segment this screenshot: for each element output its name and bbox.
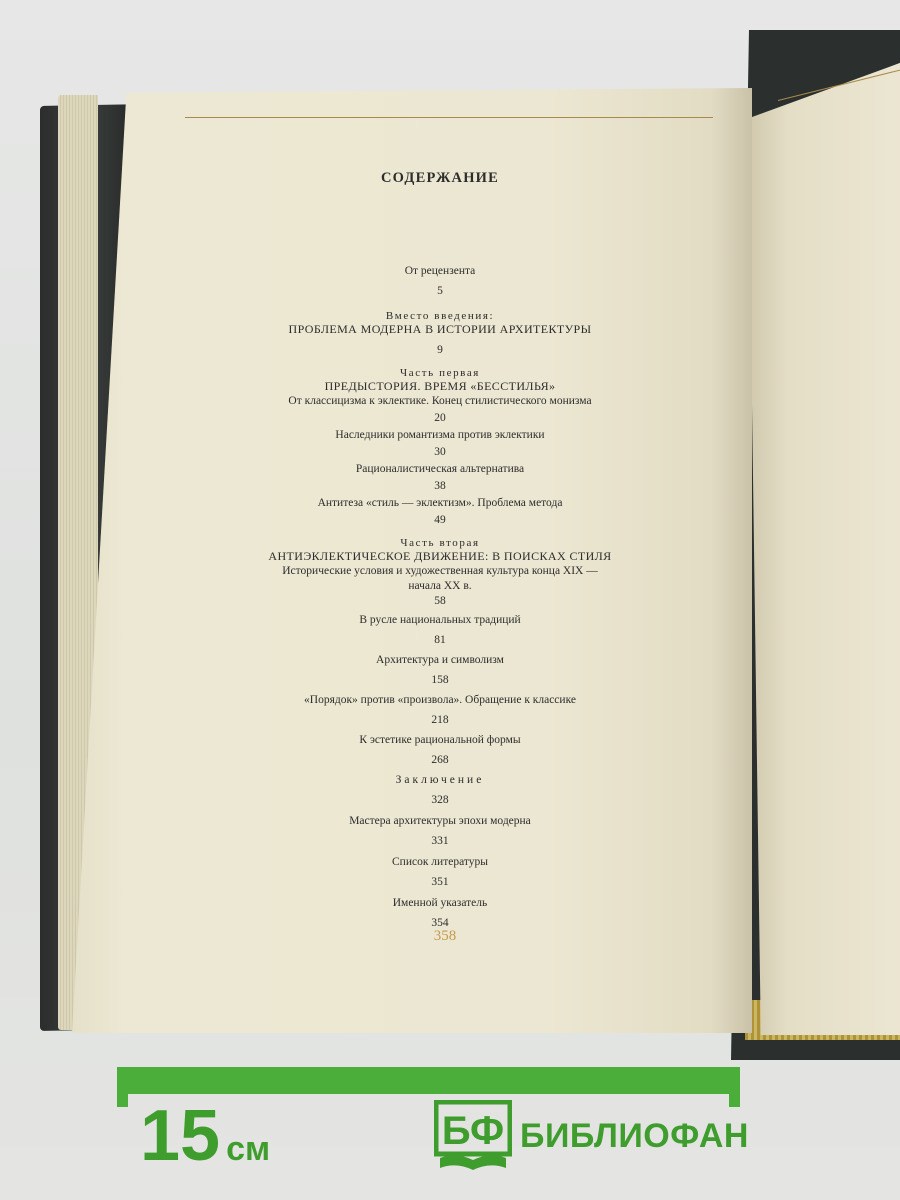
part-title: ПРЕДЫСТОРИЯ. ВРЕМЯ «БЕССТИЛЬЯ»	[324, 379, 556, 393]
entry-label: От классицизма к эклектике. Конец стилистического монизма	[288, 395, 592, 407]
right-page	[748, 60, 900, 1035]
toc-entry	[185, 427, 695, 461]
entry-label: В русле национальных традиций	[359, 614, 521, 626]
ruler-bar	[117, 1067, 740, 1094]
entry-page: 38	[434, 480, 446, 492]
toc-entry	[185, 895, 695, 932]
size-number: 15	[140, 1096, 221, 1176]
entry-label: Наследники романтизма против эклектики	[335, 429, 545, 441]
entry-page: 158	[431, 674, 449, 686]
entry-page: 5	[437, 285, 443, 297]
part-kicker: Часть вторая	[400, 537, 480, 549]
page-number: 358	[433, 928, 457, 944]
toc-entry	[185, 732, 695, 769]
toc-title: СОДЕРЖАНИЕ	[380, 170, 500, 186]
entry-label: От рецензента	[404, 265, 476, 277]
size-label	[140, 1096, 270, 1176]
toc-entry	[185, 495, 695, 529]
toc-entry	[185, 652, 695, 689]
part-title: АНТИЭКЛЕКТИЧЕСКОЕ ДВИЖЕНИЕ: В ПОИСКАХ СТИЛЯ	[268, 549, 612, 563]
open-book-icon	[434, 1100, 512, 1172]
logo-text: БИБЛИОФАН	[520, 1116, 749, 1155]
entry-label-line-2: начала XX в.	[408, 580, 472, 592]
entry-page: 9	[437, 344, 443, 356]
toc-entry	[185, 813, 695, 850]
entry-label: К эстетике рациональной формы	[359, 734, 521, 746]
entry-page: 268	[431, 754, 449, 766]
logo-mark-text: БФ	[441, 1109, 505, 1153]
entry-kicker: Вместо введения:	[385, 310, 495, 322]
entry-page: 49	[434, 514, 446, 526]
entry-page: 351	[431, 876, 449, 888]
toc-part-2	[185, 537, 695, 769]
entry-page: 81	[434, 634, 446, 646]
entry-page: 58	[434, 595, 446, 607]
toc-entry-recenzent	[185, 263, 695, 300]
entry-page: 331	[431, 835, 449, 847]
bibliofan-logo	[434, 1100, 749, 1172]
entry-label: Мастера архитектуры эпохи модерна	[349, 815, 531, 827]
entry-page: 20	[434, 412, 446, 424]
toc-entry-conclusion	[185, 772, 695, 809]
table-of-contents	[185, 170, 695, 932]
entry-page: 328	[431, 794, 449, 806]
entry-label: Рационалистическая альтернатива	[355, 463, 525, 475]
toc-entry	[185, 854, 695, 891]
entry-label: Заключение	[395, 774, 485, 786]
entry-label-line-1: Исторические условия и художественная культура конца XIX —	[282, 565, 598, 577]
entry-page: 30	[434, 446, 446, 458]
ruler-tick-left	[117, 1067, 128, 1107]
part-kicker: Часть первая	[400, 367, 480, 379]
toc-entry	[185, 612, 695, 649]
entry-label: «Порядок» против «произвола». Обращение к классике	[304, 694, 576, 706]
entry-label: Список литературы	[392, 856, 488, 868]
entry-page: 218	[431, 714, 449, 726]
entry-page: 354	[431, 917, 449, 929]
toc-entry	[185, 393, 695, 427]
entry-title: ПРОБЛЕМА МОДЕРНА В ИСТОРИИ АРХИТЕКТУРЫ	[288, 322, 592, 336]
entry-label: Архитектура и символизм	[376, 654, 504, 666]
size-unit: см	[226, 1130, 271, 1168]
toc-entry-intro	[185, 310, 695, 359]
toc-entry	[185, 692, 695, 729]
entry-label: Именной указатель	[392, 897, 488, 909]
header-rule	[185, 117, 713, 118]
toc-entry	[185, 461, 695, 495]
toc-part-1	[185, 367, 695, 529]
toc-entry	[185, 563, 695, 610]
entry-label: Антитеза «стиль — эклектизм». Проблема метода	[317, 497, 563, 509]
